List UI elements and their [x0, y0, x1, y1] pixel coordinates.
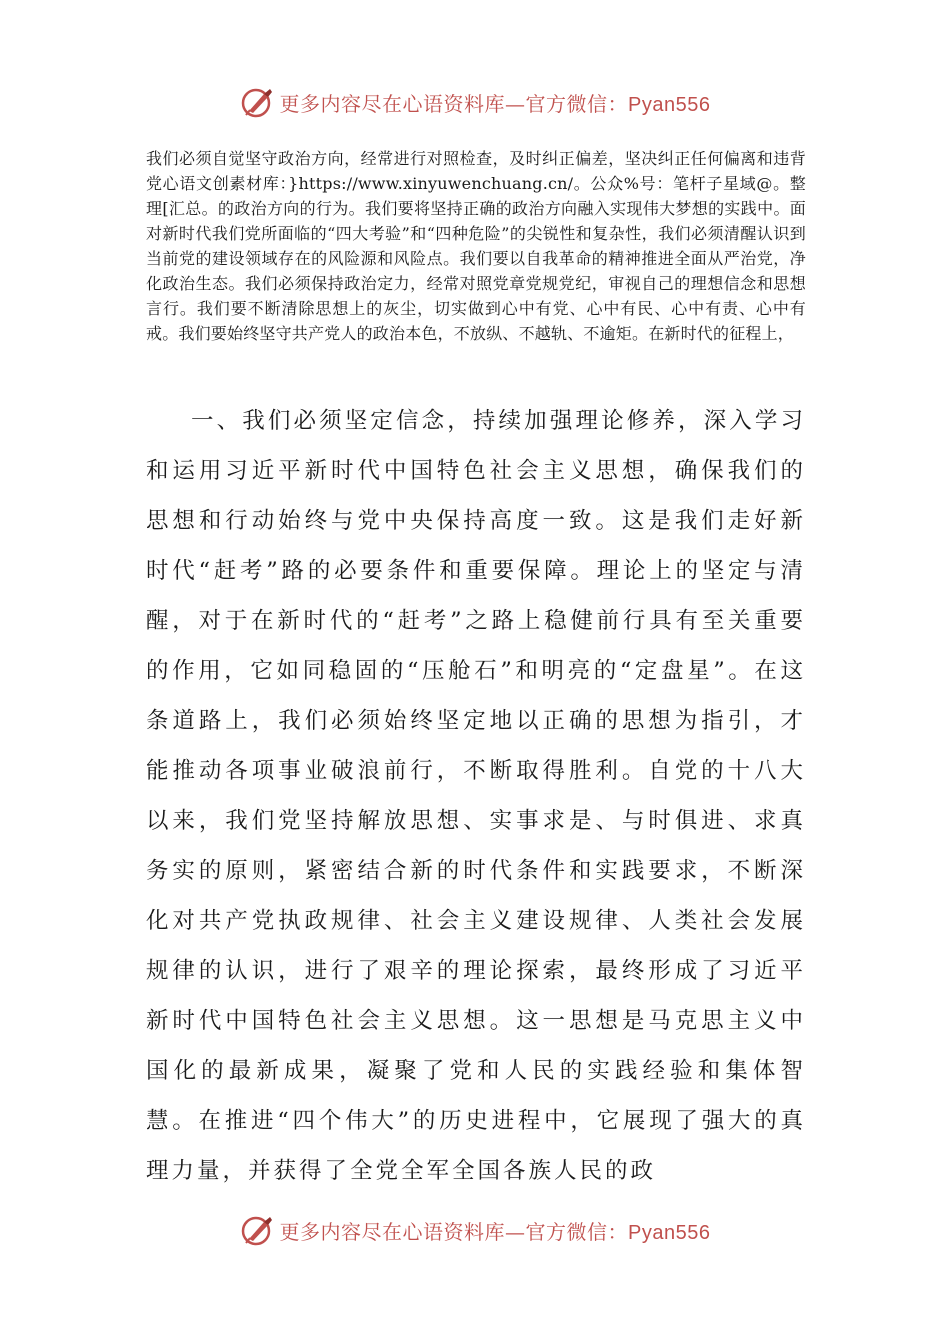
intro-paragraph: 我们必须自觉坚守政治方向，经常进行对照检查，及时纠正偏差，坚决纠正任何偏离和违背党心语文创素材库：}https://www.xinyuwenchuang.cn/。公众%号：笔杆子星域@。整理[汇总。的政治方向的行为。我们要将坚持正确的政治方向融入实现伟大梦想的实践中。面对新时代我们党所面临的“四大考验”和“四种危险”的尖锐性和复杂性，我们必须清醒认识到当前党的建设领域存在的风险源和风险点。我们要以自我革命的精神推进全面从严治党，净化政治生态。我们必须保持政治定力，经常对照党章党规党纪，审视自己的理想信念和思想言行。我们要不断清除思想上的灰尘，切实做到心中有党、心中有民、心中有责、心中有戒。我们要始终坚守共产党人的政治本色，不放纵、不越轨、不逾矩。在新时代的征程上， — [146, 149, 806, 343]
banner-text: 更多内容尽在心语资料库—官方微信：Pyan556 — [279, 91, 711, 116]
wechat-id: Pyan556 — [628, 1221, 711, 1244]
main-body — [146, 396, 806, 1196]
banner-text: 更多内容尽在心语资料库—官方微信：Pyan556 — [279, 1219, 711, 1244]
wechat-id: Pyan556 — [628, 93, 711, 116]
main-paragraph: 一、我们必须坚定信念，持续加强理论修养，深入学习和运用习近平新时代中国特色社会主义思想，确保我们的思想和行动始终与党中央保持高度一致。这是我们走好新时代“赶考”路的必要条件和重要保障。理论上的坚定与清醒，对于在新时代的“赶考”之路上稳健前行具有至关重要的作用，它如同稳固的“压舱石”和明亮的“定盘星”。在这条道路上，我们必须始终坚定地以正确的思想为指引，才能推动各项事业破浪前行，不断取得胜利。自党的十八大以来，我们党坚持解放思想、实事求是、与时俱进、求真务实的原则，紧密结合新的时代条件和实践要求，不断深化对共产党执政规律、社会主义建设规律、人类社会发展规律的认识，进行了艰辛的理论探索，最终形成了习近平新时代中国特色社会主义思想。这一思想是马克思主义中国化的最新成果，凝聚了党和人民的实践经验和集体智慧。在推进“四个伟大”的历史进程中，它展现了强大的真理力量，并获得了全党全军全国各族人民的政 — [146, 408, 806, 1184]
fountain-pen-logo-icon — [240, 85, 274, 119]
fountain-pen-logo-icon — [240, 1213, 274, 1247]
header-banner — [0, 80, 950, 124]
footer-banner — [0, 1208, 950, 1252]
